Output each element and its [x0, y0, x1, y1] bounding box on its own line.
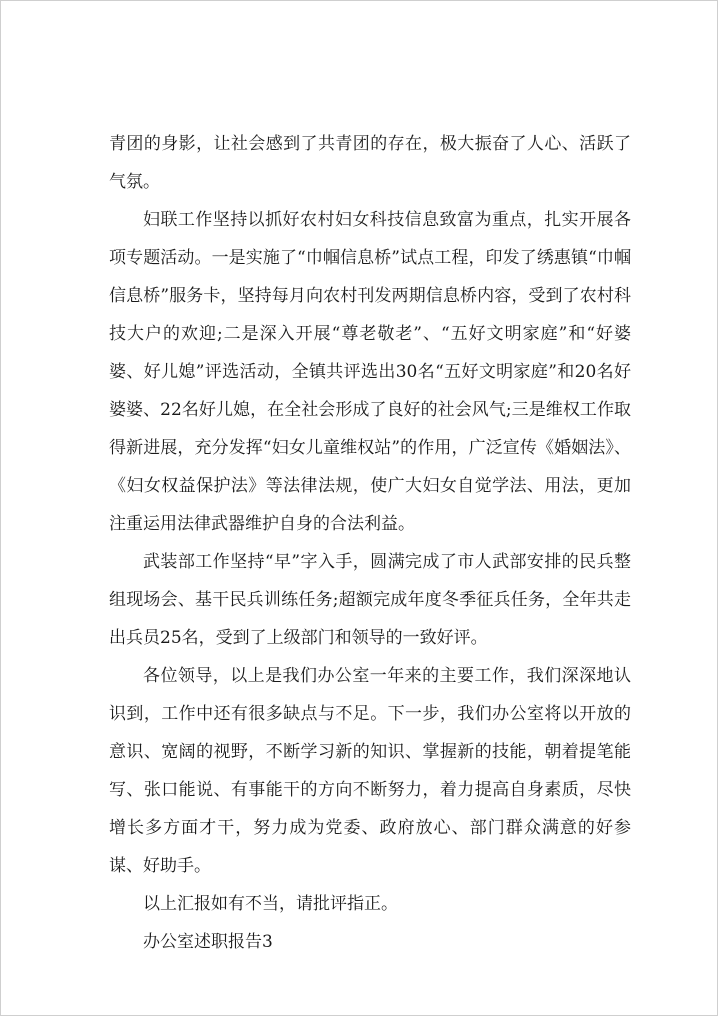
paragraph-1: 青团的身影，让社会感到了共青团的存在，极大振奋了人心、活跃了气氛。	[109, 134, 631, 192]
paragraph-2: 妇联工作坚持以抓好农村妇女科技信息致富为重点，扎实开展各项专题活动。一是实施了“巾帼信息桥”试点工程，印发了绣惠镇“巾帼信息桥”服务卡，坚持每月向农村刊发两期信息桥内容，受到了农村科技大户的欢迎;二是深入开展“尊老敬老”、“五好文明家庭”和“好婆婆、好儿媳”评选活动，全镇共评选出30名“五好文明家庭”和20名好婆婆、22名好儿媳，在全社会形成了良好的社会风气;三是维权工作取得新进展，充分发挥“妇女儿童维权站”的作用，广泛宣传《婚姻法》、《妇女权益保护法》等法律法规，使广大妇女自觉学法、用法，更加注重运用法律武器维护自身的合法利益。	[109, 210, 631, 534]
paragraph-3: 武装部工作坚持“早”字入手，圆满完成了市人武部安排的民兵整组现场会、基干民兵训练任务;超额完成年度冬季征兵任务，全年共走出兵员25名，受到了上级部门和领导的一致好评。	[109, 552, 631, 648]
paragraph-5: 以上汇报如有不当，请批评指正。	[143, 894, 398, 914]
document-body	[109, 125, 631, 961]
section-heading: 办公室述职报告3	[143, 932, 273, 952]
paragraph-4: 各位领导，以上是我们办公室一年来的主要工作，我们深深地认识到，工作中还有很多缺点与不足。下一步，我们办公室将以开放的意识、宽阔的视野，不断学习新的知识、掌握新的技能，朝着提笔能写、张口能说、有事能干的方向不断努力，着力提高自身素质，尽快增长多方面才干，努力成为党委、政府放心、部门群众满意的好参谋、好助手。	[109, 666, 631, 876]
